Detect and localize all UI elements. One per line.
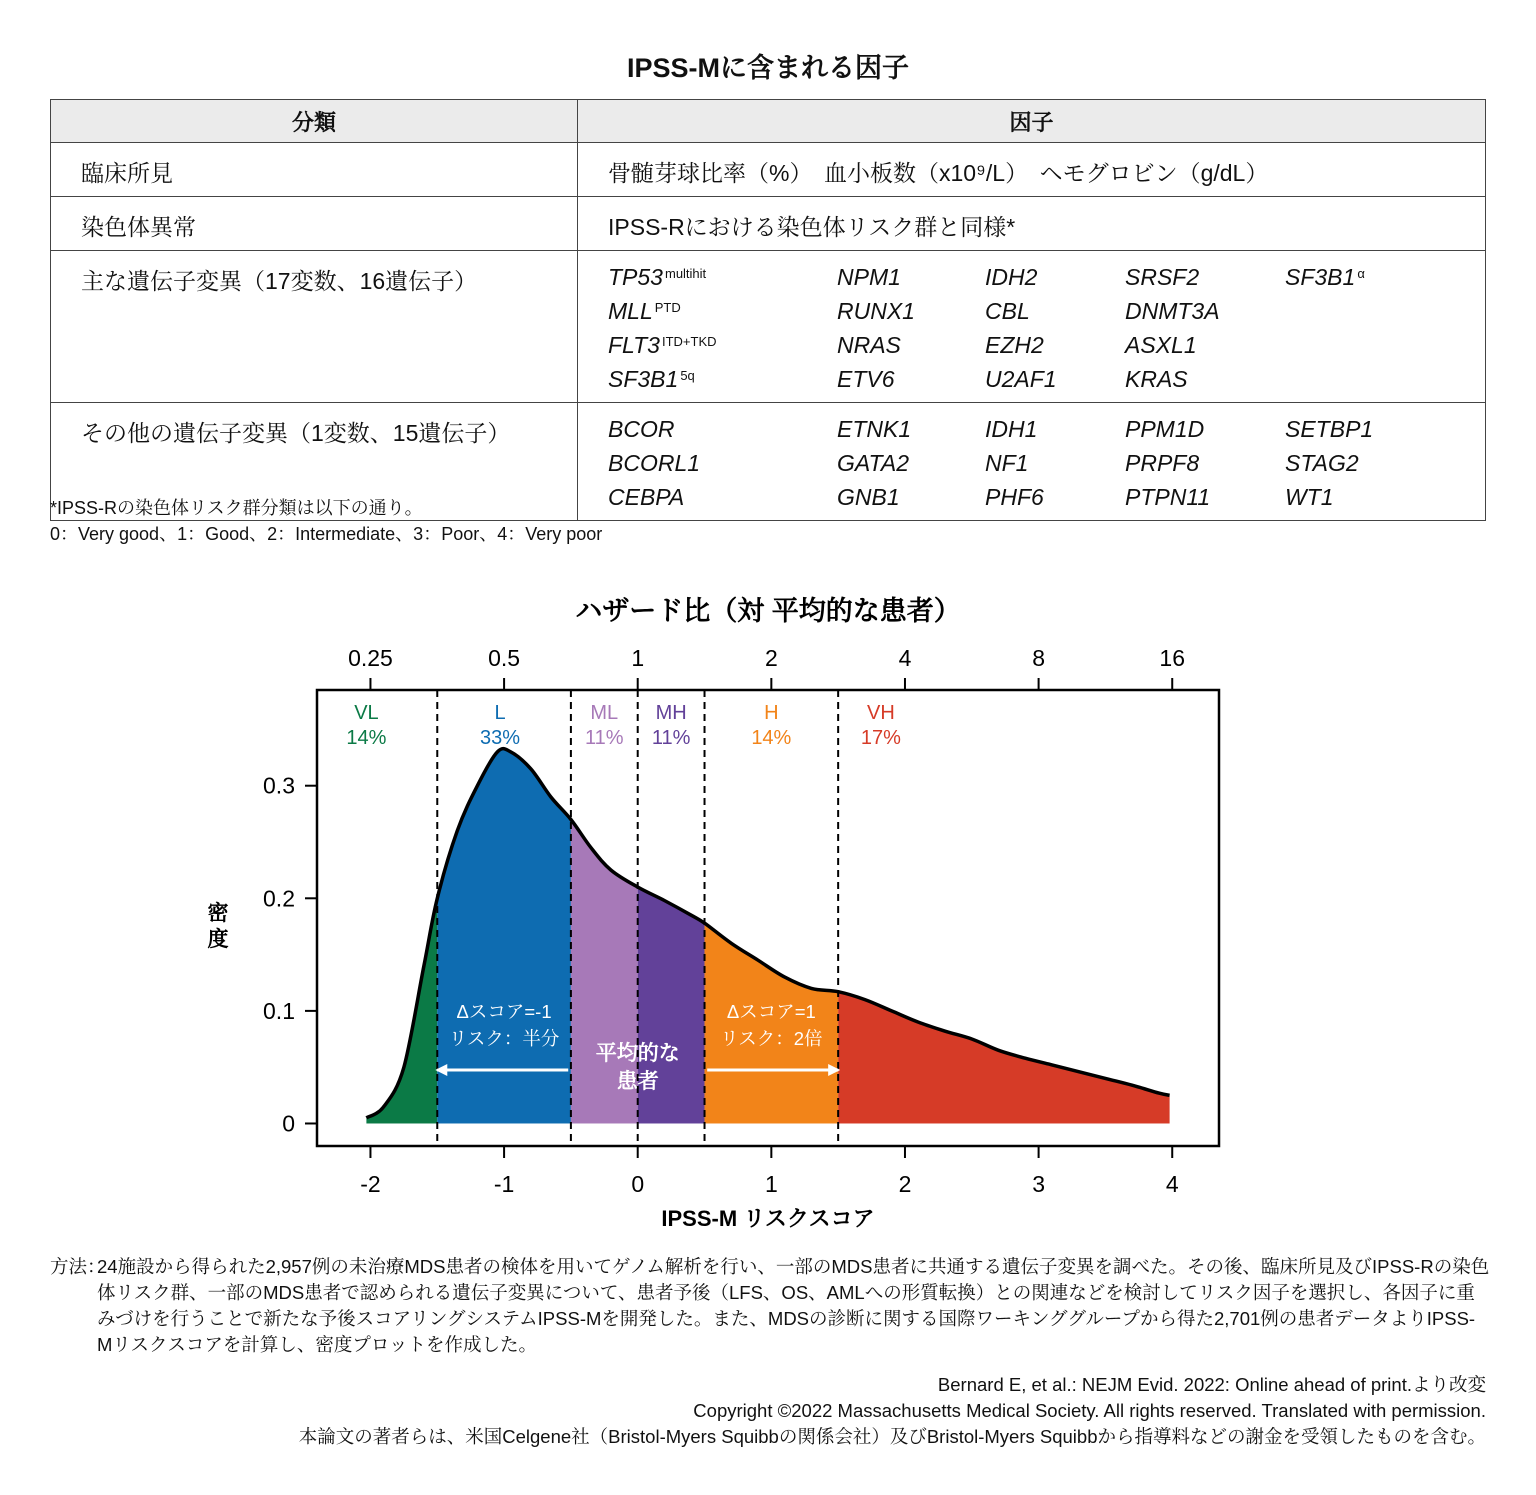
y-tick-label: 0.2 bbox=[263, 885, 295, 912]
reference-2: Copyright ©2022 Massachusetts Medical Society. All rights reserved. Translated with permission. bbox=[693, 1400, 1486, 1421]
gene-cell bbox=[1285, 263, 1445, 292]
category-percent: 17% bbox=[860, 727, 901, 749]
gene-cell bbox=[1125, 297, 1285, 326]
gene-name: KRAS bbox=[1125, 366, 1188, 392]
reference-3: 本論文の著者らは、米国Celgene社（Bristol-Myers Squibbの関係会社）及びBristol-Myers Squibbから指導料などの謝金を受領したものを含む。 bbox=[298, 1426, 1486, 1447]
gene-name: ETNK1 bbox=[837, 416, 912, 442]
gene-name: TP53 bbox=[608, 264, 663, 290]
top-tick-label: 0.5 bbox=[488, 645, 521, 671]
gene-name: EZH2 bbox=[985, 332, 1044, 358]
category-labels bbox=[346, 702, 901, 749]
category-name: L bbox=[494, 702, 506, 724]
gene-name: DNMT3A bbox=[1125, 298, 1220, 324]
gene-name: NRAS bbox=[837, 332, 901, 358]
x-tick-label: 4 bbox=[1165, 1171, 1179, 1197]
gene-name: SETBP1 bbox=[1285, 416, 1374, 442]
category-percent: 33% bbox=[480, 727, 521, 749]
band-vl bbox=[317, 690, 437, 1123]
x-axis bbox=[360, 1146, 1179, 1197]
table-row bbox=[51, 143, 1486, 197]
row-category: 臨床所見 bbox=[51, 143, 578, 197]
gene-cell bbox=[608, 263, 837, 292]
y-tick-label: 0.3 bbox=[263, 772, 295, 799]
gene-cell bbox=[1125, 483, 1285, 512]
right-arrow-line2: リスク：2倍 bbox=[720, 1028, 823, 1049]
category-percent: 14% bbox=[346, 727, 387, 749]
x-axis-label: IPSS-M リスクスコア bbox=[661, 1206, 875, 1231]
gene-name: IDH2 bbox=[985, 264, 1038, 290]
footnote-line-1: *IPSS-Rの染色体リスク群分類は以下の通り。 bbox=[50, 498, 423, 518]
gene-cell bbox=[1285, 449, 1445, 478]
y-tick-label: 0 bbox=[282, 1110, 295, 1137]
y-axis bbox=[263, 773, 317, 1137]
gene-name: BCOR bbox=[608, 416, 675, 442]
top-tick-label: 16 bbox=[1159, 645, 1186, 671]
gene-grid-other bbox=[608, 415, 1475, 512]
row-value: IPSS-Rにおける染色体リスク群と同様* bbox=[578, 197, 1486, 251]
factors-table bbox=[50, 99, 1486, 521]
gene-cell bbox=[1285, 297, 1445, 326]
top-tick-label: 2 bbox=[764, 645, 778, 671]
gene-cell bbox=[608, 415, 837, 444]
gene-name: WT1 bbox=[1285, 484, 1334, 510]
gene-name: GATA2 bbox=[837, 450, 909, 476]
band-h bbox=[705, 690, 839, 1123]
methods-label: 方法： bbox=[50, 1256, 106, 1277]
gene-name: PHF6 bbox=[985, 484, 1044, 510]
gene-name: GNB1 bbox=[837, 484, 900, 510]
gene-cell bbox=[608, 331, 837, 360]
left-arrow-line2: リスク：半分 bbox=[448, 1028, 560, 1049]
gene-cell bbox=[608, 483, 837, 512]
gene-name: PPM1D bbox=[1125, 416, 1205, 442]
gene-cell bbox=[985, 331, 1125, 360]
gene-name: MLL bbox=[608, 298, 653, 324]
gene-superscript: α bbox=[1357, 266, 1365, 281]
gene-cell bbox=[837, 297, 985, 326]
gene-cell bbox=[837, 331, 985, 360]
reference-1: Bernard E, et al.: NEJM Evid. 2022: Online ahead of print.より改変 bbox=[937, 1374, 1486, 1395]
gene-name: U2AF1 bbox=[985, 366, 1057, 392]
gene-cell bbox=[1285, 483, 1445, 512]
top-tick-label: 1 bbox=[631, 645, 645, 671]
category-name: VH bbox=[867, 702, 895, 724]
gene-cell bbox=[1285, 415, 1445, 444]
left-arrow-line1: Δスコア=-1 bbox=[456, 1001, 552, 1022]
right-arrow-line1: Δスコア=1 bbox=[726, 1001, 816, 1022]
gene-cell bbox=[1125, 415, 1285, 444]
y-tick-label: 0.1 bbox=[263, 997, 295, 1024]
table-header-row bbox=[51, 100, 1486, 143]
header-factor: 因子 bbox=[578, 100, 1486, 143]
row-category: その他の遺伝子変異（1変数、15遺伝子） bbox=[51, 403, 578, 521]
category-name: H bbox=[764, 702, 779, 724]
category-percent: 11% bbox=[651, 727, 691, 749]
x-tick-label: 1 bbox=[764, 1171, 778, 1197]
category-name: ML bbox=[590, 702, 619, 724]
table-row bbox=[51, 197, 1486, 251]
risk-bands bbox=[317, 690, 1219, 1123]
x-tick-label: 2 bbox=[898, 1171, 912, 1197]
gene-cell bbox=[1285, 331, 1445, 360]
gene-cell bbox=[985, 365, 1125, 394]
gene-cell bbox=[985, 263, 1125, 292]
gene-name: SF3B1 bbox=[1285, 264, 1356, 290]
gene-superscript: 5q bbox=[680, 368, 695, 383]
top-tick-label: 4 bbox=[898, 645, 912, 671]
gene-name: RUNX1 bbox=[837, 298, 915, 324]
gene-superscript: multihit bbox=[664, 266, 707, 281]
row-value: 骨髄芽球比率（%） 血小板数（x10⁹/L） ヘモグロビン（g/dL） bbox=[578, 143, 1486, 197]
chart-title: ハザード比（対 平均的な患者） bbox=[575, 596, 961, 626]
gene-cell bbox=[608, 297, 837, 326]
top-axis bbox=[348, 645, 1185, 690]
band-l bbox=[437, 690, 571, 1123]
average-patient-line1: 平均的な bbox=[595, 1042, 680, 1065]
methods-text: 24施設から得られた2,957例の未治療MDS患者の検体を用いてゲノム解析を行い、一部のMDS患者に共通する遺伝子変異を調べた。その後、臨床所見及びIPSS-Rの染色体リスク群、一部のMDS患者で認められる遺伝子変異について、患者予後（LFS、OS、AMLへの形質転換）との関連などを検討してリスク因子を選択し、各因子に重みづけを行うことで新たな予後スコアリングシステムIPSS-Mを開発した。また、MDSの診断に関する国際ワーキンググループから得た2,701例の患者データよりIPSS-Mリスクスコアを計算し、密度プロットを作成した。 bbox=[97, 1256, 1490, 1355]
gene-grid-major bbox=[608, 263, 1475, 394]
density-chart bbox=[0, 580, 1536, 1250]
x-tick-label: -2 bbox=[360, 1171, 381, 1197]
gene-name: PTPN11 bbox=[1125, 484, 1211, 510]
row-value bbox=[578, 403, 1486, 521]
gene-cell bbox=[837, 449, 985, 478]
references bbox=[299, 1372, 1486, 1450]
row-value bbox=[578, 251, 1486, 403]
gene-name: NF1 bbox=[985, 450, 1029, 476]
gene-name: PRPF8 bbox=[1125, 450, 1200, 476]
gene-cell bbox=[837, 263, 985, 292]
x-tick-label: 3 bbox=[1032, 1171, 1045, 1197]
gene-superscript: PTD bbox=[654, 300, 681, 315]
gene-name: NPM1 bbox=[837, 264, 901, 290]
gene-name: FLT3 bbox=[608, 332, 660, 358]
gene-cell bbox=[1285, 365, 1445, 394]
gene-cell bbox=[608, 449, 837, 478]
gene-cell bbox=[1125, 263, 1285, 292]
row-category: 主な遺伝子変異（17変数、16遺伝子） bbox=[51, 251, 578, 403]
x-tick-label: -1 bbox=[493, 1171, 515, 1197]
footnote-line-2: 0：Very good、1：Good、2：Intermediate、3：Poor、4：Very poor bbox=[50, 524, 603, 544]
category-percent: 11% bbox=[585, 727, 624, 749]
page-title: IPSS-Mに含まれる因子 bbox=[626, 53, 909, 83]
average-patient-line2: 患者 bbox=[616, 1070, 659, 1093]
gene-cell bbox=[837, 365, 985, 394]
gene-cell bbox=[985, 449, 1125, 478]
gene-superscript: ITD+TKD bbox=[661, 334, 717, 349]
gene-cell bbox=[608, 365, 837, 394]
gene-name: ASXL1 bbox=[1125, 332, 1197, 358]
gene-name: SF3B1 bbox=[608, 366, 679, 392]
gene-name: IDH1 bbox=[985, 416, 1038, 442]
y-axis-label: 密度 bbox=[207, 902, 229, 951]
gene-name: CEBPA bbox=[608, 484, 685, 510]
gene-name: STAG2 bbox=[1285, 450, 1359, 476]
x-tick-label: 0 bbox=[631, 1171, 645, 1197]
top-tick-label: 8 bbox=[1032, 645, 1045, 671]
gene-name: ETV6 bbox=[837, 366, 895, 392]
gene-cell bbox=[1125, 331, 1285, 360]
category-name: MH bbox=[655, 702, 687, 724]
gene-cell bbox=[985, 297, 1125, 326]
row-category: 染色体異常 bbox=[51, 197, 578, 251]
top-tick-label: 0.25 bbox=[348, 645, 393, 671]
table-row bbox=[51, 251, 1486, 403]
gene-cell bbox=[1125, 365, 1285, 394]
gene-cell bbox=[837, 415, 985, 444]
header-category: 分類 bbox=[51, 100, 578, 143]
gene-name: SRSF2 bbox=[1125, 264, 1200, 290]
category-percent: 14% bbox=[751, 727, 792, 749]
gene-cell bbox=[1125, 449, 1285, 478]
gene-cell bbox=[837, 483, 985, 512]
gene-cell bbox=[985, 415, 1125, 444]
gene-name: BCORL1 bbox=[608, 450, 701, 476]
category-name: VL bbox=[354, 702, 379, 724]
methods-section bbox=[50, 1254, 1490, 1358]
gene-name: CBL bbox=[985, 298, 1030, 324]
gene-cell bbox=[985, 483, 1125, 512]
